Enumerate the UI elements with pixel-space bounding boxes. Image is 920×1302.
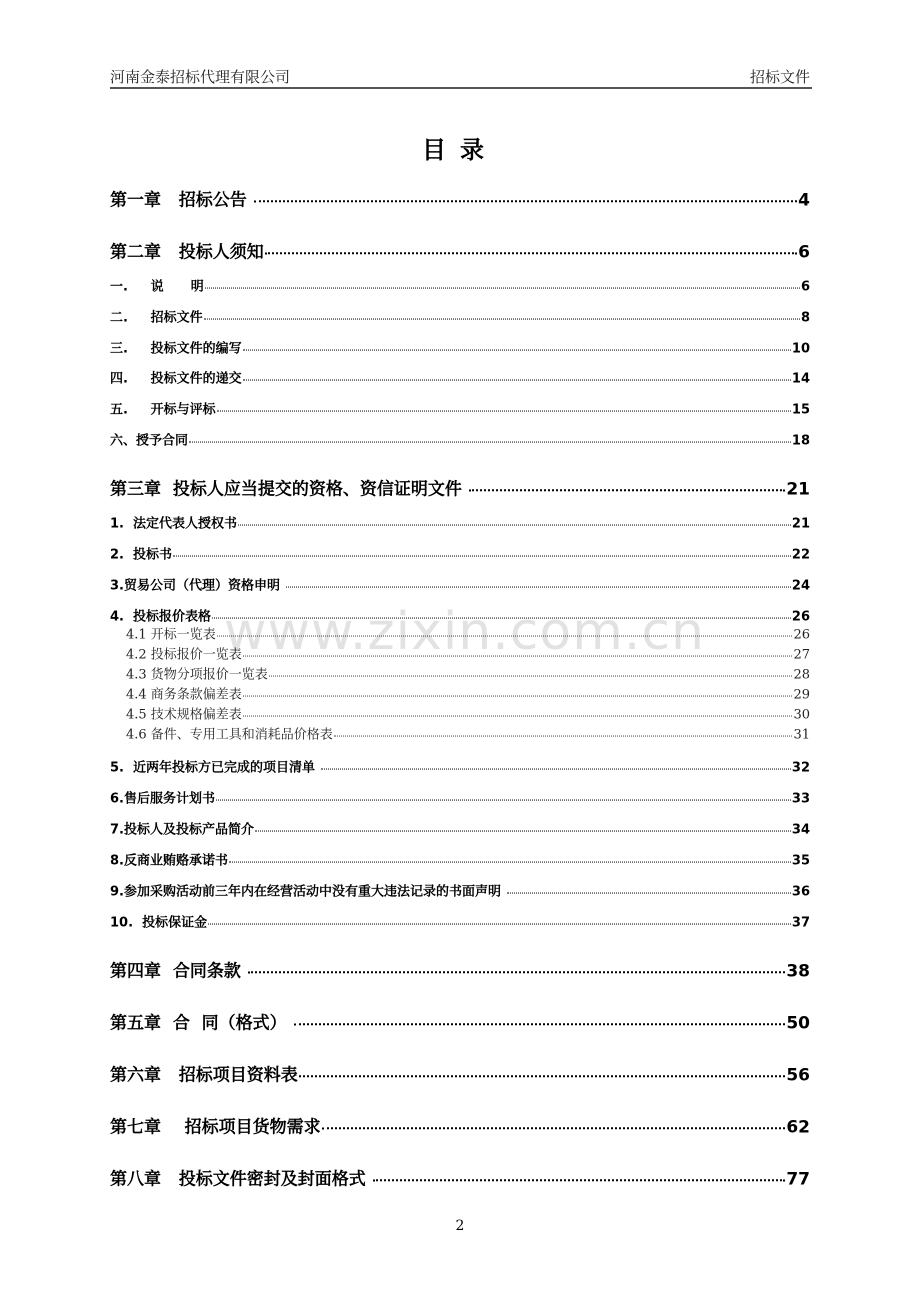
toc-entry[interactable]: [110, 757, 810, 776]
toc-entry-page: 18: [791, 433, 810, 449]
toc-entry[interactable]: [110, 474, 810, 499]
toc-entry-page: 36: [791, 884, 810, 900]
toc-entry-page: 56: [786, 1065, 810, 1086]
toc-entry[interactable]: [110, 912, 810, 931]
toc-entry-title: 第七章 招标项目货物需求: [110, 1117, 321, 1138]
toc-entry-title: 4.2 投标报价一览表: [126, 647, 242, 663]
dot-leader: [238, 525, 791, 526]
toc-entry-page: 31: [793, 727, 810, 743]
toc-entry-title: 第四章 合同条款: [110, 961, 247, 982]
toc-entry[interactable]: [110, 513, 810, 532]
toc-entry-page: 21: [791, 516, 810, 532]
dot-leader: [173, 556, 791, 557]
dot-leader: [373, 1179, 786, 1181]
toc-entry-page: 77: [786, 1169, 810, 1190]
toc-entry[interactable]: [110, 237, 810, 262]
toc-entry[interactable]: [126, 644, 810, 663]
dot-leader: [212, 618, 791, 619]
toc-entry[interactable]: [110, 819, 810, 838]
toc-entry-title: 四. 投标文件的递交: [110, 371, 242, 387]
toc-entry-page: 38: [786, 961, 810, 982]
toc-entry[interactable]: [126, 624, 810, 643]
toc-entry-title: 第五章 合 同（格式）: [110, 1013, 293, 1034]
toc-entry-title: 4.1 开标一览表: [126, 627, 216, 643]
dot-leader: [205, 288, 800, 289]
dot-leader: [217, 411, 791, 412]
dot-leader: [299, 1075, 786, 1077]
toc-entry-title: 8.反商业贿赂承诺书: [110, 853, 228, 869]
dot-leader: [243, 716, 793, 717]
watermark: www.zixin.com.cn: [224, 602, 705, 662]
dot-leader: [254, 200, 797, 202]
toc-entry-page: 15: [791, 402, 810, 418]
toc-entry-page: 32: [791, 760, 810, 776]
dot-leader: [269, 676, 793, 677]
page-title: 目录: [422, 136, 498, 164]
toc-entry-title: 4.4 商务条款偏差表: [126, 687, 242, 703]
toc-entry-page: 29: [793, 687, 810, 703]
toc-entry-page: 10: [791, 341, 810, 357]
header-divider: [110, 87, 812, 89]
header-doc-type: 招标文件: [749, 68, 810, 86]
dot-leader: [469, 489, 786, 491]
toc-entry-title: 4. 投标报价表格: [110, 609, 212, 625]
toc-entry-title: 4.3 货物分项报价一览表: [126, 667, 268, 683]
toc-entry-page: 34: [791, 822, 810, 838]
toc-entry-page: 14: [791, 371, 810, 387]
toc-entry-page: 26: [793, 627, 810, 643]
toc-entry-title: 二. 招标文件: [110, 310, 203, 326]
toc-entry-page: 50: [786, 1013, 810, 1034]
toc-entry-page: 35: [791, 853, 810, 869]
toc-entry[interactable]: [110, 881, 810, 900]
toc-entry[interactable]: [126, 724, 810, 743]
toc-entry-page: 37: [791, 915, 810, 931]
dot-leader: [255, 831, 791, 832]
toc-entry-title: 第二章 投标人须知: [110, 242, 264, 263]
dot-leader: [507, 893, 791, 894]
toc-entry[interactable]: [110, 850, 810, 869]
toc-entry[interactable]: [110, 956, 810, 981]
toc-entry-title: 5. 近两年投标方已完成的项目清单: [110, 760, 320, 776]
toc-entry[interactable]: [110, 399, 810, 418]
toc-entry-page: 28: [793, 667, 810, 683]
toc-entry-title: 7.投标人及投标产品简介: [110, 822, 254, 838]
toc-entry-page: 21: [786, 479, 810, 500]
toc-entry-title: 三. 投标文件的编写: [110, 341, 242, 357]
toc-entry[interactable]: [110, 544, 810, 563]
dot-leader: [322, 1127, 786, 1129]
dot-leader: [208, 924, 791, 925]
dot-leader: [248, 971, 786, 973]
toc-entry-page: 24: [791, 578, 810, 594]
dot-leader: [243, 656, 793, 657]
toc-entry-page: 30: [793, 707, 810, 723]
toc-entry[interactable]: [110, 185, 810, 210]
dot-leader: [217, 636, 793, 637]
toc-entry-page: 62: [786, 1117, 810, 1138]
header-company: 河南金泰招标代理有限公司: [110, 68, 291, 86]
toc-entry-title: 六、授予合同: [110, 433, 189, 449]
toc-entry-title: 4.6 备件、专用工具和消耗品价格表: [126, 727, 333, 743]
toc-entry-page: 33: [791, 791, 810, 807]
toc-entry[interactable]: [126, 704, 810, 723]
toc-entry[interactable]: [110, 307, 810, 326]
toc-entry[interactable]: [126, 684, 810, 703]
toc-entry[interactable]: [110, 276, 810, 295]
toc-entry[interactable]: [110, 338, 810, 357]
dot-leader: [189, 442, 791, 443]
dot-leader: [321, 769, 791, 770]
toc-entry-title: 3.贸易公司（代理）资格申明: [110, 578, 285, 594]
toc-entry[interactable]: [110, 430, 810, 449]
toc-entry-title: 第八章 投标文件密封及封面格式: [110, 1169, 372, 1190]
toc-entry[interactable]: [110, 1164, 810, 1189]
dot-leader: [243, 380, 791, 381]
dot-leader: [216, 800, 791, 801]
toc-entry-page: 22: [791, 547, 810, 563]
toc-entry[interactable]: [110, 788, 810, 807]
toc-entry-title: 五. 开标与评标: [110, 402, 216, 418]
toc-entry-title: 6.售后服务计划书: [110, 791, 215, 807]
toc-entry[interactable]: [110, 606, 810, 625]
toc-entry-title: 9.参加采购活动前三年内在经营活动中没有重大违法记录的书面声明: [110, 884, 506, 900]
dot-leader: [243, 350, 791, 351]
toc-entry[interactable]: [110, 1112, 810, 1137]
toc-entry-title: 1. 法定代表人授权书: [110, 516, 238, 532]
toc-entry[interactable]: [110, 368, 810, 387]
dot-leader: [229, 862, 791, 863]
toc-entry-page: 6: [800, 279, 810, 295]
toc-entry-page: 8: [800, 310, 810, 326]
toc-entry[interactable]: [126, 664, 810, 683]
toc-entry-page: 4: [798, 190, 810, 211]
toc-entry-title: 2. 投标书: [110, 547, 173, 563]
dot-leader: [265, 252, 797, 254]
dot-leader: [286, 587, 791, 588]
toc-entry-title: 10. 投标保证金: [110, 915, 208, 931]
dot-leader: [294, 1023, 786, 1025]
toc-entry-title: 第六章 招标项目资料表: [110, 1065, 298, 1086]
toc-entry[interactable]: [110, 1008, 810, 1033]
toc-entry-page: 6: [798, 242, 810, 263]
toc-entry-title: 第三章 投标人应当提交的资格、资信证明文件: [110, 479, 468, 500]
dot-leader: [334, 736, 793, 737]
toc-entry-title: 一. 说 明: [110, 279, 204, 295]
toc-entry-page: 27: [793, 647, 810, 663]
toc-entry-page: 26: [791, 609, 810, 625]
toc-entry-title: 第一章 招标公告: [110, 190, 253, 211]
toc-entry[interactable]: [110, 1060, 810, 1085]
toc-entry[interactable]: [110, 575, 810, 594]
dot-leader: [243, 696, 793, 697]
page-number: 2: [455, 1218, 465, 1234]
toc-entry-title: 4.5 技术规格偏差表: [126, 707, 242, 723]
dot-leader: [204, 319, 800, 320]
